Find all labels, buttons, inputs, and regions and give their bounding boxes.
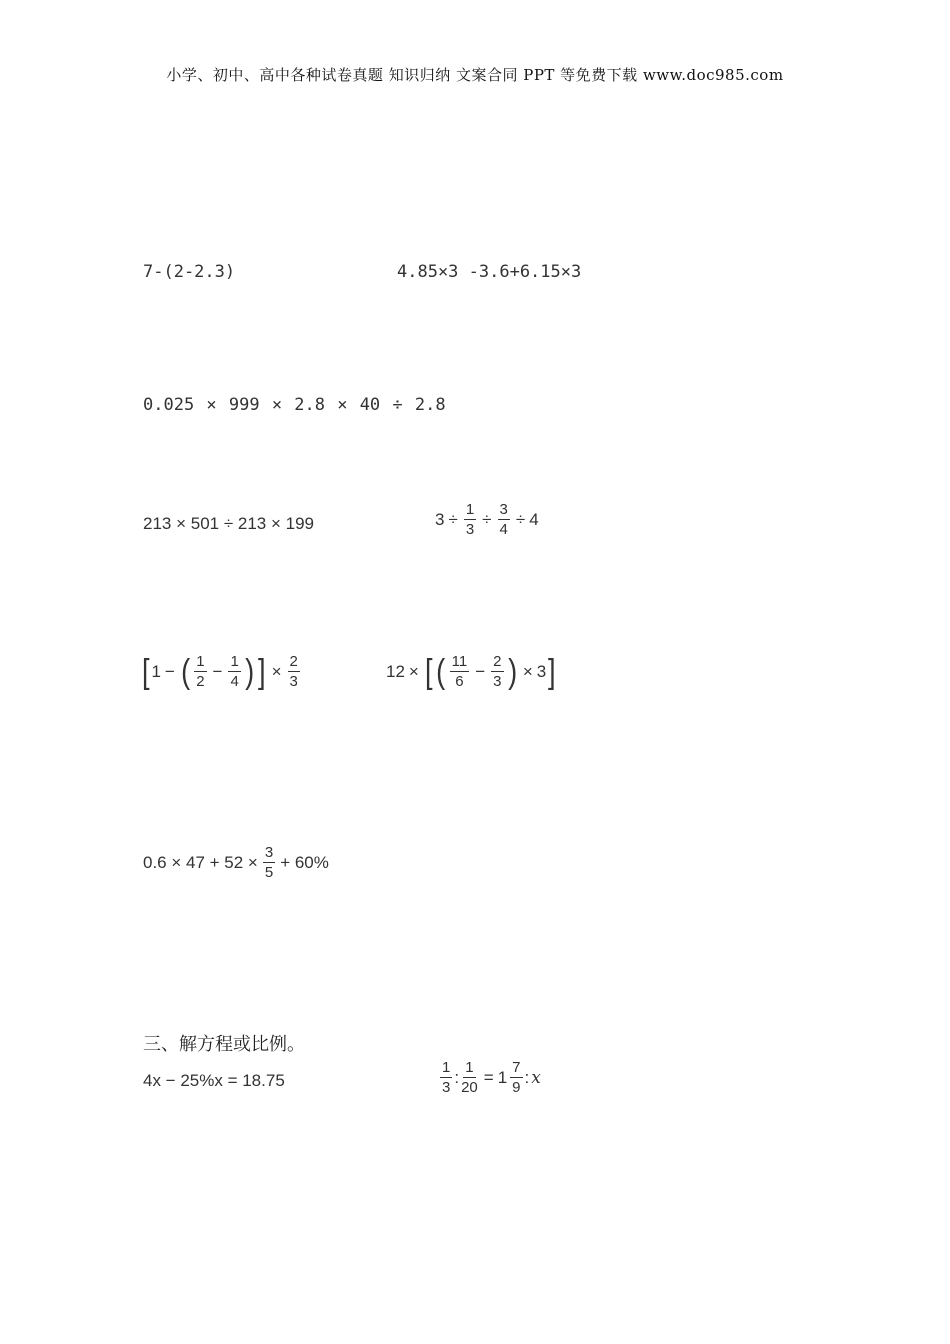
right-paren: ) — [507, 652, 517, 691]
problem-8 — [143, 845, 329, 880]
p6-one: 1 — [151, 661, 161, 681]
problem-1: 7-(2-2.3) — [143, 262, 236, 282]
section-3-title: 三、解方程或比例。 — [143, 1034, 305, 1055]
p6-f1-denominator: 2 — [196, 673, 205, 690]
eq2-fraction-2 — [461, 1060, 478, 1095]
eq2-f1-denominator: 3 — [442, 1079, 451, 1096]
p8-fraction — [263, 845, 275, 880]
problem-3: 0.025 × 999 × 2.8 × 40 ÷ 2.8 — [143, 395, 446, 415]
times-sign: × — [271, 661, 282, 681]
problem-4: 213 × 501 ÷ 213 × 199 — [143, 514, 314, 533]
p7-f2-numerator: 2 — [493, 653, 502, 670]
p6-f3-numerator: 2 — [289, 653, 298, 670]
eq2-fraction-1 — [440, 1060, 452, 1095]
divide-sign: ÷ — [448, 509, 458, 529]
p6-f2-denominator: 4 — [230, 673, 239, 690]
right-bracket: ] — [548, 652, 556, 691]
equals-sign: = — [483, 1067, 494, 1087]
equation-1: 4x − 25%x = 18.75 — [143, 1071, 285, 1090]
p7-fraction-2 — [491, 654, 503, 689]
p5-a: 3 — [435, 509, 445, 529]
problem-5 — [435, 502, 539, 537]
p8-tail: + 60% — [280, 852, 329, 872]
p8-denominator: 5 — [264, 864, 274, 881]
p7-b: 3 — [536, 661, 547, 681]
p5-f2-numerator: 3 — [499, 501, 508, 518]
left-paren: ( — [180, 652, 191, 691]
p6-fraction-2 — [228, 654, 240, 689]
page-header: 小学、初中、高中各种试卷真题 知识归纳 文案合同 PPT 等免费下载 www.doc985.com — [166, 66, 784, 84]
divide-sign: ÷ — [515, 509, 526, 529]
p7-f2-denominator: 3 — [493, 673, 502, 690]
p6-fraction-1 — [194, 654, 206, 689]
p8-lead: 0.6 × 47 + 52 × — [143, 852, 258, 872]
p6-f1-numerator: 1 — [196, 653, 205, 670]
eq2-f2-denominator: 20 — [461, 1079, 478, 1096]
equation-2 — [438, 1060, 541, 1095]
eq2-f2-numerator: 1 — [465, 1059, 474, 1076]
ratio-colon: : — [454, 1067, 460, 1087]
p8-numerator: 3 — [264, 844, 274, 861]
right-bracket: ] — [258, 652, 266, 691]
p6-f2-numerator: 1 — [230, 653, 239, 670]
left-bracket: [ — [424, 652, 433, 691]
eq2-mixed-fraction — [510, 1060, 522, 1095]
times-sign: × — [522, 661, 533, 681]
p7-f1-numerator: 11 — [451, 653, 468, 670]
eq2-f1-numerator: 1 — [442, 1059, 451, 1076]
eq2-mixed-integer: 1 — [497, 1067, 508, 1087]
p5-f2-denominator: 4 — [499, 521, 508, 538]
p5-f1-numerator: 1 — [465, 501, 475, 518]
p5-fraction-2 — [498, 502, 510, 537]
minus-sign: − — [164, 661, 175, 681]
p7-f1-denominator: 6 — [455, 673, 464, 690]
eq2-mixed-numerator: 7 — [512, 1059, 521, 1076]
p6-fraction-3 — [288, 654, 300, 689]
times-sign: × — [408, 661, 419, 681]
problem-6 — [140, 654, 302, 689]
right-paren: ) — [244, 652, 255, 691]
p5-fraction-1 — [464, 502, 476, 537]
p7-fraction-1 — [450, 654, 470, 689]
problem-7 — [386, 654, 558, 689]
ratio-colon: : — [524, 1067, 530, 1087]
minus-sign: − — [212, 661, 223, 681]
p6-f3-denominator: 3 — [289, 673, 298, 690]
p7-a: 12 — [386, 661, 405, 681]
eq2-mixed-denominator: 9 — [512, 1079, 521, 1096]
p5-b: 4 — [529, 509, 539, 529]
eq2-variable: x — [531, 1067, 541, 1088]
divide-sign: ÷ — [482, 509, 492, 529]
left-bracket: [ — [141, 652, 150, 691]
left-paren: ( — [436, 652, 446, 691]
p5-f1-denominator: 3 — [465, 521, 475, 538]
minus-sign: − — [475, 661, 486, 681]
problem-2: 4.85×3 -3.6+6.15×3 — [397, 262, 582, 282]
